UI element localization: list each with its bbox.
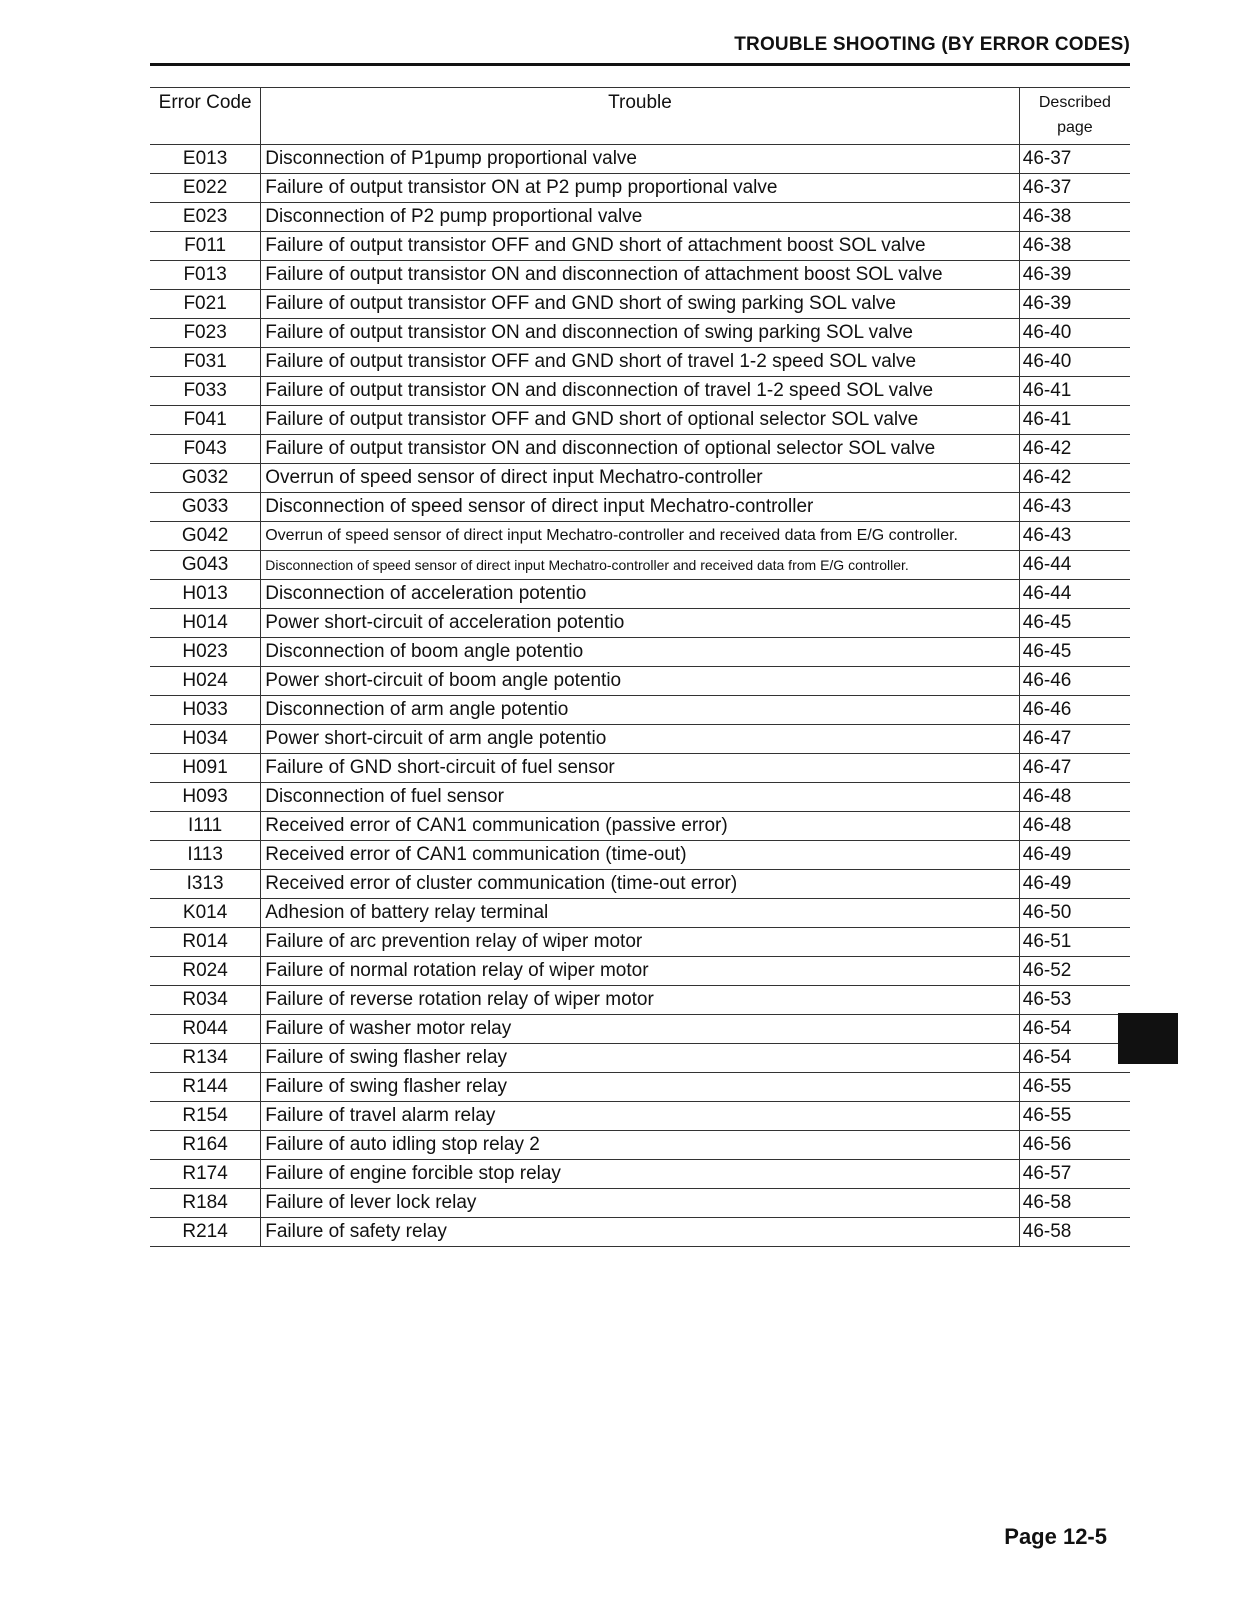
described-page-cell: 46-49 [1019, 841, 1130, 870]
table-row [150, 145, 1130, 174]
column-header-error-code: Error Code [150, 88, 261, 145]
trouble-description-cell: Disconnection of fuel sensor [261, 783, 1020, 812]
error-code-cell: F041 [150, 406, 261, 435]
error-code-cell: H093 [150, 783, 261, 812]
trouble-description-cell: Overrun of speed sensor of direct input Mechatro-controller [261, 464, 1020, 493]
described-page-cell: 46-55 [1019, 1102, 1130, 1131]
described-page-cell: 46-58 [1019, 1218, 1130, 1247]
described-page-cell: 46-54 [1019, 1015, 1130, 1044]
error-code-cell: E022 [150, 174, 261, 203]
described-page-cell: 46-44 [1019, 580, 1130, 609]
trouble-description-cell: Failure of travel alarm relay [261, 1102, 1020, 1131]
table-row [150, 348, 1130, 377]
error-code-cell: G043 [150, 551, 261, 580]
error-code-table [150, 87, 1130, 1247]
page-header-title: TROUBLE SHOOTING (BY ERROR CODES) [734, 34, 1130, 55]
described-page-cell: 46-46 [1019, 667, 1130, 696]
error-code-cell: R174 [150, 1160, 261, 1189]
trouble-description-cell: Failure of swing flasher relay [261, 1044, 1020, 1073]
table-row [150, 754, 1130, 783]
trouble-description-cell: Failure of swing flasher relay [261, 1073, 1020, 1102]
table-row [150, 435, 1130, 464]
page-number: Page 12-5 [1004, 1524, 1107, 1549]
described-page-cell: 46-55 [1019, 1073, 1130, 1102]
trouble-description-cell: Received error of CAN1 communication (passive error) [261, 812, 1020, 841]
trouble-description-cell: Received error of CAN1 communication (time-out) [261, 841, 1020, 870]
column-header-trouble: Trouble [261, 88, 1020, 145]
error-code-cell: E023 [150, 203, 261, 232]
trouble-description-cell: Failure of output transistor OFF and GND short of travel 1-2 speed SOL valve [261, 348, 1020, 377]
trouble-description-cell: Disconnection of acceleration potentio [261, 580, 1020, 609]
described-page-cell: 46-41 [1019, 406, 1130, 435]
error-code-cell: G033 [150, 493, 261, 522]
table-row [150, 928, 1130, 957]
table-row [150, 290, 1130, 319]
error-code-cell: R154 [150, 1102, 261, 1131]
error-code-cell: R214 [150, 1218, 261, 1247]
trouble-description-cell: Failure of output transistor ON and disconnection of attachment boost SOL valve [261, 261, 1020, 290]
table-row [150, 522, 1130, 551]
header-divider [150, 63, 1130, 66]
error-code-cell: R184 [150, 1189, 261, 1218]
table-row [150, 870, 1130, 899]
described-page-cell: 46-46 [1019, 696, 1130, 725]
trouble-description-cell: Received error of cluster communication (time-out error) [261, 870, 1020, 899]
table-row [150, 377, 1130, 406]
table-row [150, 1218, 1130, 1247]
error-code-cell: R044 [150, 1015, 261, 1044]
table-row [150, 841, 1130, 870]
table-row [150, 493, 1130, 522]
table-row [150, 812, 1130, 841]
table-row [150, 609, 1130, 638]
error-code-cell: F033 [150, 377, 261, 406]
described-page-cell: 46-45 [1019, 609, 1130, 638]
error-code-cell: H023 [150, 638, 261, 667]
trouble-description-cell: Failure of lever lock relay [261, 1189, 1020, 1218]
trouble-description-cell: Failure of output transistor ON at P2 pump proportional valve [261, 174, 1020, 203]
trouble-description-cell: Disconnection of speed sensor of direct input Mechatro-controller [261, 493, 1020, 522]
trouble-description-cell: Failure of auto idling stop relay 2 [261, 1131, 1020, 1160]
error-code-cell: R034 [150, 986, 261, 1015]
trouble-description-cell: Disconnection of P2 pump proportional valve [261, 203, 1020, 232]
error-code-cell: H034 [150, 725, 261, 754]
table-row [150, 580, 1130, 609]
described-page-cell: 46-58 [1019, 1189, 1130, 1218]
described-page-cell: 46-53 [1019, 986, 1130, 1015]
trouble-description-cell: Failure of output transistor OFF and GND short of attachment boost SOL valve [261, 232, 1020, 261]
trouble-description-cell: Power short-circuit of boom angle potentio [261, 667, 1020, 696]
trouble-description-cell: Power short-circuit of acceleration potentio [261, 609, 1020, 638]
described-page-cell: 46-50 [1019, 899, 1130, 928]
table-row [150, 957, 1130, 986]
described-page-cell: 46-39 [1019, 261, 1130, 290]
trouble-description-cell: Failure of arc prevention relay of wiper motor [261, 928, 1020, 957]
table-row [150, 638, 1130, 667]
column-header-described-page: Described page [1019, 88, 1130, 145]
error-code-cell: F043 [150, 435, 261, 464]
table-row [150, 1102, 1130, 1131]
table-row [150, 261, 1130, 290]
trouble-description-cell: Failure of output transistor OFF and GND short of swing parking SOL valve [261, 290, 1020, 319]
described-page-cell: 46-40 [1019, 319, 1130, 348]
table-body [150, 145, 1130, 1247]
chapter-tab-marker [1118, 1013, 1178, 1064]
table-row [150, 406, 1130, 435]
trouble-description-cell: Failure of output transistor ON and disconnection of optional selector SOL valve [261, 435, 1020, 464]
trouble-description-cell: Disconnection of arm angle potentio [261, 696, 1020, 725]
error-code-cell: R164 [150, 1131, 261, 1160]
trouble-description-cell: Failure of output transistor OFF and GND short of optional selector SOL valve [261, 406, 1020, 435]
table-row [150, 899, 1130, 928]
error-code-cell: R014 [150, 928, 261, 957]
error-code-cell: E013 [150, 145, 261, 174]
table-row [150, 203, 1130, 232]
error-code-cell: G042 [150, 522, 261, 551]
error-code-cell: H014 [150, 609, 261, 638]
trouble-description-cell: Failure of output transistor ON and disconnection of travel 1-2 speed SOL valve [261, 377, 1020, 406]
described-page-cell: 46-43 [1019, 493, 1130, 522]
table-row [150, 1160, 1130, 1189]
error-code-cell: H033 [150, 696, 261, 725]
error-code-cell: F013 [150, 261, 261, 290]
table-row [150, 232, 1130, 261]
trouble-description-cell: Overrun of speed sensor of direct input Mechatro-controller and received data from E/G controller. [261, 522, 1020, 551]
described-page-cell: 46-57 [1019, 1160, 1130, 1189]
error-code-cell: I113 [150, 841, 261, 870]
error-code-cell: R144 [150, 1073, 261, 1102]
error-code-cell: G032 [150, 464, 261, 493]
described-page-cell: 46-56 [1019, 1131, 1130, 1160]
trouble-description-cell: Failure of normal rotation relay of wiper motor [261, 957, 1020, 986]
error-code-cell: H013 [150, 580, 261, 609]
trouble-description-cell: Power short-circuit of arm angle potentio [261, 725, 1020, 754]
error-code-cell: K014 [150, 899, 261, 928]
described-page-cell: 46-37 [1019, 174, 1130, 203]
table-row [150, 1073, 1130, 1102]
trouble-description-cell: Adhesion of battery relay terminal [261, 899, 1020, 928]
table-row [150, 1044, 1130, 1073]
table-row [150, 551, 1130, 580]
table-row [150, 1189, 1130, 1218]
error-code-cell: H091 [150, 754, 261, 783]
error-code-cell: H024 [150, 667, 261, 696]
trouble-description-cell: Disconnection of boom angle potentio [261, 638, 1020, 667]
described-page-cell: 46-38 [1019, 203, 1130, 232]
table-row [150, 1015, 1130, 1044]
described-page-cell: 46-42 [1019, 435, 1130, 464]
table-row [150, 783, 1130, 812]
error-code-cell: R134 [150, 1044, 261, 1073]
described-page-cell: 46-44 [1019, 551, 1130, 580]
table-row [150, 667, 1130, 696]
trouble-description-cell: Disconnection of speed sensor of direct input Mechatro-controller and received data from E/G controller. [261, 551, 1020, 580]
described-page-cell: 46-54 [1019, 1044, 1130, 1073]
error-code-cell: F011 [150, 232, 261, 261]
error-code-cell: I313 [150, 870, 261, 899]
described-page-cell: 46-37 [1019, 145, 1130, 174]
table-row [150, 696, 1130, 725]
described-page-cell: 46-48 [1019, 812, 1130, 841]
trouble-description-cell: Failure of engine forcible stop relay [261, 1160, 1020, 1189]
described-page-cell: 46-47 [1019, 725, 1130, 754]
described-page-cell: 46-39 [1019, 290, 1130, 319]
trouble-description-cell: Disconnection of P1pump proportional valve [261, 145, 1020, 174]
trouble-description-cell: Failure of washer motor relay [261, 1015, 1020, 1044]
error-code-cell: F023 [150, 319, 261, 348]
error-code-cell: F021 [150, 290, 261, 319]
table-header-row [150, 88, 1130, 145]
described-page-cell: 46-45 [1019, 638, 1130, 667]
table-row [150, 1131, 1130, 1160]
table-row [150, 464, 1130, 493]
table-row [150, 986, 1130, 1015]
trouble-description-cell: Failure of safety relay [261, 1218, 1020, 1247]
described-page-cell: 46-43 [1019, 522, 1130, 551]
error-code-cell: I111 [150, 812, 261, 841]
described-page-cell: 46-47 [1019, 754, 1130, 783]
described-page-cell: 46-38 [1019, 232, 1130, 261]
described-page-cell: 46-52 [1019, 957, 1130, 986]
table-row [150, 319, 1130, 348]
described-page-cell: 46-40 [1019, 348, 1130, 377]
described-page-cell: 46-51 [1019, 928, 1130, 957]
described-page-cell: 46-42 [1019, 464, 1130, 493]
described-page-cell: 46-49 [1019, 870, 1130, 899]
trouble-description-cell: Failure of GND short-circuit of fuel sensor [261, 754, 1020, 783]
table-row [150, 725, 1130, 754]
error-code-cell: F031 [150, 348, 261, 377]
table-row [150, 174, 1130, 203]
trouble-description-cell: Failure of reverse rotation relay of wiper motor [261, 986, 1020, 1015]
trouble-description-cell: Failure of output transistor ON and disconnection of swing parking SOL valve [261, 319, 1020, 348]
error-code-cell: R024 [150, 957, 261, 986]
described-page-cell: 46-41 [1019, 377, 1130, 406]
described-page-cell: 46-48 [1019, 783, 1130, 812]
